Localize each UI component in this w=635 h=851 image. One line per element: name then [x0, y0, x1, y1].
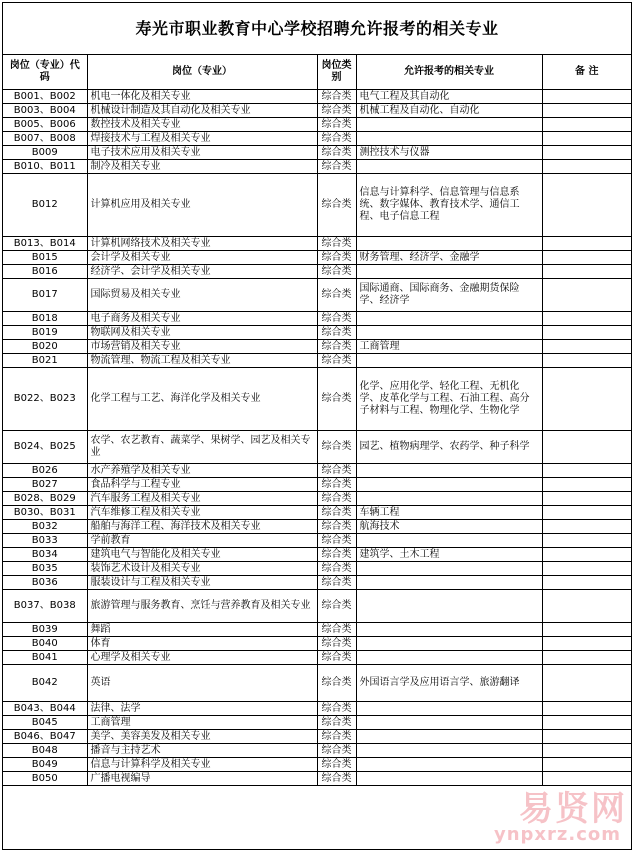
cell-related	[356, 160, 542, 174]
cell-position: 计算机网络技术及相关专业	[87, 237, 317, 251]
header-category: 岗位类别	[317, 55, 356, 90]
cell-related	[356, 623, 542, 637]
header-related: 允许报考的相关专业	[356, 55, 542, 90]
cell-position: 机电一体化及相关专业	[87, 90, 317, 104]
cell-category: 综合类	[317, 132, 356, 146]
cell-position: 国际贸易及相关专业	[87, 279, 317, 312]
cell-position: 旅游管理与服务教育、烹饪与营养教育及相关专业	[87, 590, 317, 623]
cell-position: 机械设计制造及其自动化及相关专业	[87, 104, 317, 118]
table-row	[3, 251, 631, 265]
cell-related	[356, 576, 542, 590]
cell-category: 综合类	[317, 279, 356, 312]
document-frame	[2, 2, 632, 850]
cell-code: B036	[3, 576, 87, 590]
cell-related: 信息与计算科学、信息管理与信息系统、数字媒体、教育技术学、通信工程、电子信息工程	[356, 174, 542, 237]
cell-related	[356, 354, 542, 368]
cell-code: B037、B038	[3, 590, 87, 623]
header-position: 岗位（专业）	[87, 55, 317, 90]
cell-position: 船舶与海洋工程、海洋技术及相关专业	[87, 520, 317, 534]
table-row	[3, 651, 631, 665]
cell-category: 综合类	[317, 548, 356, 562]
cell-code: B045	[3, 716, 87, 730]
cell-position: 制冷及相关专业	[87, 160, 317, 174]
table-row	[3, 548, 631, 562]
cell-position: 工商管理	[87, 716, 317, 730]
cell-code: B030、B031	[3, 506, 87, 520]
table-row	[3, 576, 631, 590]
table-row	[3, 464, 631, 478]
cell-related: 建筑学、土木工程	[356, 548, 542, 562]
cell-position: 数控技术及相关专业	[87, 118, 317, 132]
cell-category: 综合类	[317, 772, 356, 786]
cell-related	[356, 265, 542, 279]
table-row	[3, 174, 631, 237]
cell-code: B032	[3, 520, 87, 534]
cell-code: B033	[3, 534, 87, 548]
cell-category: 综合类	[317, 492, 356, 506]
cell-position: 焊接技术与工程及相关专业	[87, 132, 317, 146]
cell-code: B013、B014	[3, 237, 87, 251]
cell-remark	[542, 478, 631, 492]
cell-remark	[542, 520, 631, 534]
table-row	[3, 326, 631, 340]
cell-remark	[542, 312, 631, 326]
table-row	[3, 520, 631, 534]
table-row	[3, 492, 631, 506]
watermark-logo-text: 易贤网	[519, 789, 627, 829]
cell-related: 园艺、植物病理学、农药学、种子科学	[356, 431, 542, 464]
cell-category: 综合类	[317, 651, 356, 665]
cell-related	[356, 637, 542, 651]
cell-related: 国际通商、国际商务、金融期货保险学、经济学	[356, 279, 542, 312]
cell-remark	[542, 758, 631, 772]
cell-code: B017	[3, 279, 87, 312]
cell-remark	[542, 174, 631, 237]
cell-position: 农学、农艺教育、蔬菜学、果树学、园艺及相关专业	[87, 431, 317, 464]
cell-code: B021	[3, 354, 87, 368]
cell-code: B003、B004	[3, 104, 87, 118]
cell-related: 工商管理	[356, 340, 542, 354]
cell-related	[356, 237, 542, 251]
table-row	[3, 758, 631, 772]
cell-category: 综合类	[317, 354, 356, 368]
table-row	[3, 623, 631, 637]
cell-category: 综合类	[317, 464, 356, 478]
cell-remark	[542, 118, 631, 132]
cell-category: 综合类	[317, 90, 356, 104]
cell-category: 综合类	[317, 118, 356, 132]
cell-category: 综合类	[317, 160, 356, 174]
header-remark: 备 注	[542, 55, 631, 90]
cell-position: 学前教育	[87, 534, 317, 548]
cell-remark	[542, 464, 631, 478]
table-row	[3, 744, 631, 758]
cell-code: B024、B025	[3, 431, 87, 464]
cell-related	[356, 651, 542, 665]
cell-code: B027	[3, 478, 87, 492]
table-row	[3, 772, 631, 786]
cell-category: 综合类	[317, 665, 356, 702]
cell-related: 财务管理、经济学、金融学	[356, 251, 542, 265]
cell-related: 化学、应用化学、轻化工程、无机化学、皮革化学与工程、石油工程、高分子材料与工程、物理化学、生物化学	[356, 368, 542, 431]
table-row	[3, 506, 631, 520]
cell-remark	[542, 492, 631, 506]
cell-category: 综合类	[317, 744, 356, 758]
cell-remark	[542, 562, 631, 576]
cell-related	[356, 534, 542, 548]
cell-related	[356, 744, 542, 758]
cell-position: 舞蹈	[87, 623, 317, 637]
table-row	[3, 118, 631, 132]
cell-remark	[542, 90, 631, 104]
cell-remark	[542, 716, 631, 730]
table-header-row	[3, 55, 631, 90]
table-row	[3, 104, 631, 118]
cell-code: B022、B023	[3, 368, 87, 431]
cell-category: 综合类	[317, 326, 356, 340]
cell-position: 汽车维修工程及相关专业	[87, 506, 317, 520]
cell-remark	[542, 160, 631, 174]
cell-code: B016	[3, 265, 87, 279]
cell-related	[356, 492, 542, 506]
cell-position: 经济学、会计学及相关专业	[87, 265, 317, 279]
cell-position: 服装设计与工程及相关专业	[87, 576, 317, 590]
cell-related	[356, 772, 542, 786]
cell-code: B035	[3, 562, 87, 576]
cell-position: 建筑电气与智能化及相关专业	[87, 548, 317, 562]
cell-code: B020	[3, 340, 87, 354]
cell-category: 综合类	[317, 637, 356, 651]
watermark-url: ynpxrz.com	[493, 824, 621, 845]
cell-remark	[542, 772, 631, 786]
header-code: 岗位（专业）代码	[3, 55, 87, 90]
cell-position: 播音与主持艺术	[87, 744, 317, 758]
cell-code: B050	[3, 772, 87, 786]
cell-remark	[542, 534, 631, 548]
cell-category: 综合类	[317, 146, 356, 160]
cell-related	[356, 716, 542, 730]
cell-remark	[542, 506, 631, 520]
cell-category: 综合类	[317, 104, 356, 118]
cell-related: 航海技术	[356, 520, 542, 534]
cell-code: B034	[3, 548, 87, 562]
cell-category: 综合类	[317, 478, 356, 492]
table-row	[3, 237, 631, 251]
cell-related: 电气工程及其自动化	[356, 90, 542, 104]
cell-code: B018	[3, 312, 87, 326]
table-body	[3, 90, 631, 786]
cell-related	[356, 562, 542, 576]
cell-related	[356, 478, 542, 492]
cell-code: B048	[3, 744, 87, 758]
cell-remark	[542, 340, 631, 354]
cell-code: B042	[3, 665, 87, 702]
table-row	[3, 368, 631, 431]
cell-category: 综合类	[317, 590, 356, 623]
cell-category: 综合类	[317, 174, 356, 237]
cell-category: 综合类	[317, 758, 356, 772]
cell-category: 综合类	[317, 702, 356, 716]
cell-position: 汽车服务工程及相关专业	[87, 492, 317, 506]
cell-remark	[542, 146, 631, 160]
cell-position: 物联网及相关专业	[87, 326, 317, 340]
cell-category: 综合类	[317, 562, 356, 576]
cell-position: 物流管理、物流工程及相关专业	[87, 354, 317, 368]
cell-position: 食品科学与工程专业	[87, 478, 317, 492]
cell-related: 外国语言学及应用语言学、旅游翻译	[356, 665, 542, 702]
cell-category: 综合类	[317, 251, 356, 265]
cell-code: B041	[3, 651, 87, 665]
cell-position: 英语	[87, 665, 317, 702]
cell-related	[356, 118, 542, 132]
cell-remark	[542, 744, 631, 758]
cell-code: B012	[3, 174, 87, 237]
cell-code: B039	[3, 623, 87, 637]
cell-category: 综合类	[317, 534, 356, 548]
cell-remark	[542, 548, 631, 562]
table-row	[3, 702, 631, 716]
cell-category: 综合类	[317, 368, 356, 431]
cell-remark	[542, 431, 631, 464]
cell-category: 综合类	[317, 730, 356, 744]
cell-related	[356, 590, 542, 623]
cell-category: 综合类	[317, 340, 356, 354]
cell-remark	[542, 265, 631, 279]
table-row	[3, 265, 631, 279]
table-row	[3, 562, 631, 576]
cell-remark	[542, 590, 631, 623]
cell-code: B028、B029	[3, 492, 87, 506]
cell-position: 美学、美容美发及相关专业	[87, 730, 317, 744]
cell-related: 测控技术与仪器	[356, 146, 542, 160]
table-row	[3, 90, 631, 104]
cell-position: 电子商务及相关专业	[87, 312, 317, 326]
cell-category: 综合类	[317, 312, 356, 326]
cell-position: 市场营销及相关专业	[87, 340, 317, 354]
table-row	[3, 132, 631, 146]
cell-code: B015	[3, 251, 87, 265]
table-row	[3, 431, 631, 464]
cell-remark	[542, 132, 631, 146]
cell-remark	[542, 702, 631, 716]
cell-code: B007、B008	[3, 132, 87, 146]
cell-code: B010、B011	[3, 160, 87, 174]
cell-remark	[542, 104, 631, 118]
table-row	[3, 665, 631, 702]
table-row	[3, 637, 631, 651]
table-row	[3, 354, 631, 368]
cell-position: 化学工程与工艺、海洋化学及相关专业	[87, 368, 317, 431]
table-row	[3, 590, 631, 623]
cell-category: 综合类	[317, 506, 356, 520]
cell-related	[356, 132, 542, 146]
cell-related	[356, 730, 542, 744]
cell-related	[356, 326, 542, 340]
cell-related: 车辆工程	[356, 506, 542, 520]
table-row	[3, 716, 631, 730]
cell-category: 综合类	[317, 265, 356, 279]
cell-remark	[542, 730, 631, 744]
cell-remark	[542, 623, 631, 637]
table-row	[3, 160, 631, 174]
table-row	[3, 478, 631, 492]
cell-code: B049	[3, 758, 87, 772]
cell-remark	[542, 637, 631, 651]
cell-category: 综合类	[317, 237, 356, 251]
cell-code: B040	[3, 637, 87, 651]
cell-position: 会计学及相关专业	[87, 251, 317, 265]
cell-code: B043、B044	[3, 702, 87, 716]
cell-remark	[542, 651, 631, 665]
cell-related	[356, 464, 542, 478]
cell-position: 法律、法学	[87, 702, 317, 716]
cell-remark	[542, 354, 631, 368]
cell-remark	[542, 237, 631, 251]
cell-code: B026	[3, 464, 87, 478]
cell-category: 综合类	[317, 623, 356, 637]
cell-category: 综合类	[317, 576, 356, 590]
cell-remark	[542, 251, 631, 265]
cell-remark	[542, 665, 631, 702]
cell-position: 水产养殖学及相关专业	[87, 464, 317, 478]
cell-position: 心理学及相关专业	[87, 651, 317, 665]
cell-remark	[542, 326, 631, 340]
table-row	[3, 730, 631, 744]
cell-related	[356, 702, 542, 716]
cell-remark	[542, 576, 631, 590]
cell-position: 计算机应用及相关专业	[87, 174, 317, 237]
cell-position: 广播电视编导	[87, 772, 317, 786]
cell-remark	[542, 279, 631, 312]
table-row	[3, 534, 631, 548]
table-row	[3, 146, 631, 160]
cell-position: 体育	[87, 637, 317, 651]
cell-code: B009	[3, 146, 87, 160]
cell-category: 综合类	[317, 716, 356, 730]
table-row	[3, 279, 631, 312]
cell-related: 机械工程及自动化、自动化	[356, 104, 542, 118]
cell-remark	[542, 368, 631, 431]
cell-position: 信息与计算科学及相关专业	[87, 758, 317, 772]
table-row	[3, 340, 631, 354]
cell-position: 电子技术应用及相关专业	[87, 146, 317, 160]
cell-related	[356, 312, 542, 326]
majors-table	[3, 55, 631, 786]
cell-related	[356, 758, 542, 772]
cell-code: B019	[3, 326, 87, 340]
cell-code: B046、B047	[3, 730, 87, 744]
cell-position: 装饰艺术设计及相关专业	[87, 562, 317, 576]
cell-code: B001、B002	[3, 90, 87, 104]
cell-category: 综合类	[317, 520, 356, 534]
table-row	[3, 312, 631, 326]
cell-code: B005、B006	[3, 118, 87, 132]
cell-category: 综合类	[317, 431, 356, 464]
document-title: 寿光市职业教育中心学校招聘允许报考的相关专业	[3, 3, 631, 55]
